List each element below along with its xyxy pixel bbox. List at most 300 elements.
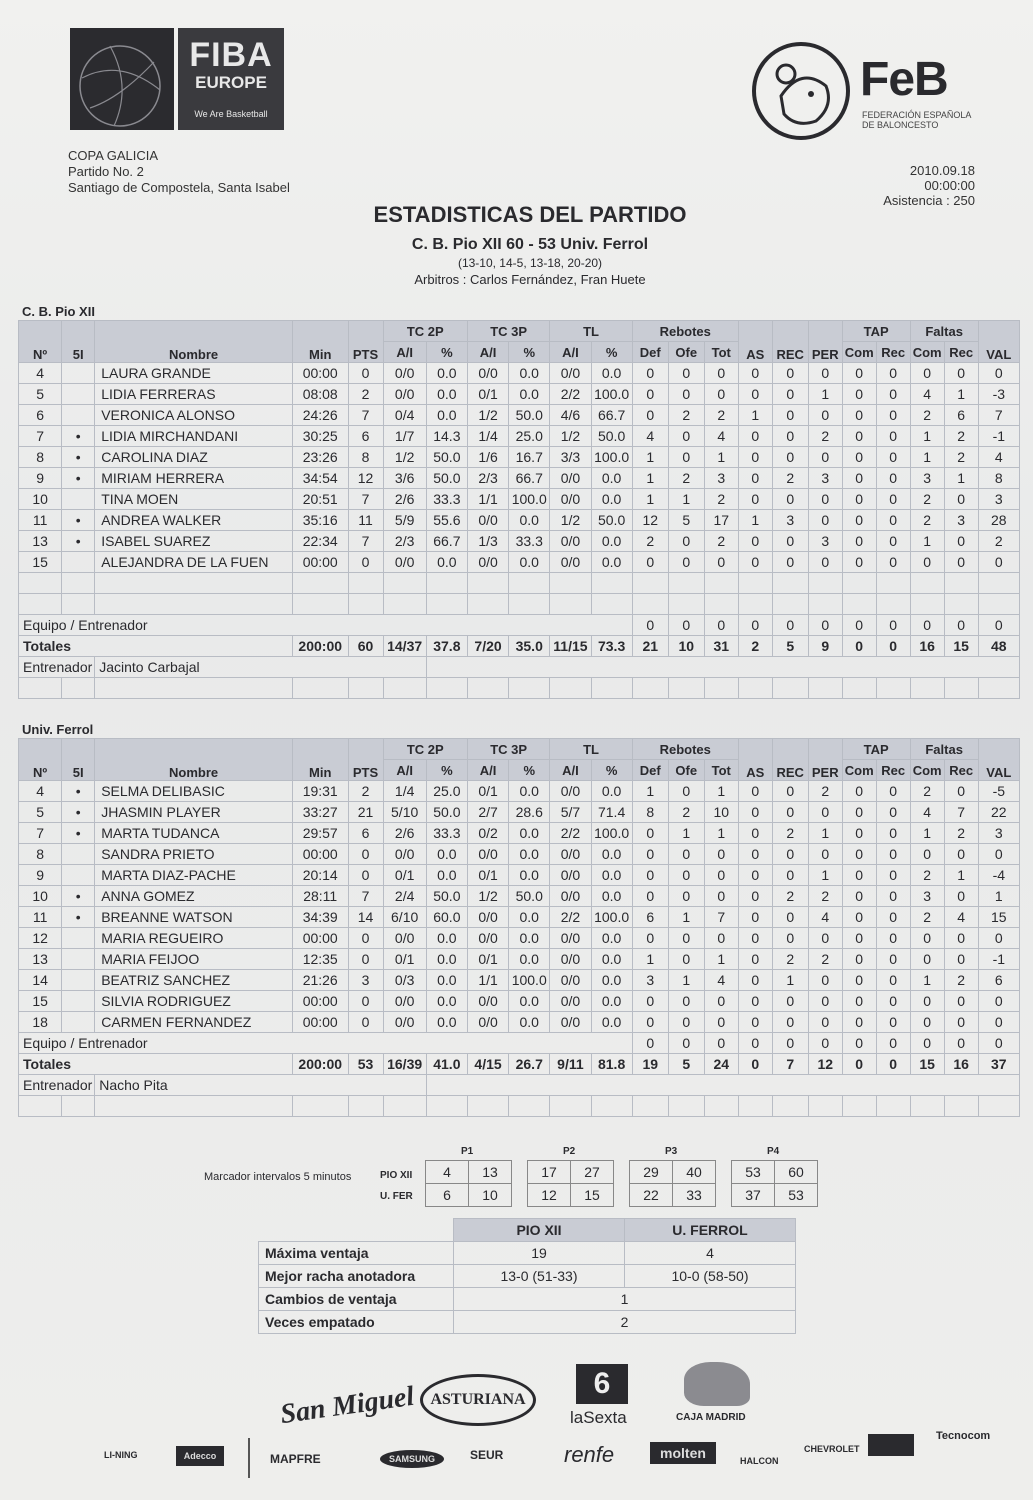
col-header-rec: REC <box>772 739 808 781</box>
col-subheader: % <box>591 760 632 781</box>
stat-cell: 0 <box>772 384 808 405</box>
col-subheader: Ofe <box>668 760 704 781</box>
stat-cell: 2 <box>910 865 944 886</box>
stat-cell: 1/2 <box>467 886 508 907</box>
stat-cell: 100.0 <box>509 489 550 510</box>
stat-cell: 2/2 <box>550 907 591 928</box>
stat-cell: 0/0 <box>383 363 426 384</box>
stat-cell: 6 <box>348 426 383 447</box>
stat-cell: 0 <box>704 991 738 1012</box>
stat-cell: 0 <box>876 907 910 928</box>
player-name: MARIA REGUEIRO <box>95 928 293 949</box>
empty-cell <box>383 573 426 594</box>
total-cell: 16/39 <box>383 1054 426 1075</box>
total-cell: 37.8 <box>426 636 467 657</box>
stat-cell: 0/2 <box>467 823 508 844</box>
stat-cell: • <box>62 426 95 447</box>
player-row <box>19 552 1020 573</box>
header-row <box>19 739 1020 760</box>
col-header-pts: PTS <box>348 321 383 363</box>
total-cell: 12 <box>808 1054 842 1075</box>
player-name: CAROLINA DIAZ <box>95 447 293 468</box>
stat-cell: 2 <box>704 531 738 552</box>
stat-cell: 0 <box>808 844 842 865</box>
stat-cell: 0 <box>944 886 978 907</box>
stat-cell: 1 <box>704 823 738 844</box>
stat-cell: 0 <box>772 531 808 552</box>
empty-cell <box>808 678 842 699</box>
stat-cell: 0/0 <box>550 949 591 970</box>
stat-cell: 4 <box>704 426 738 447</box>
stat-cell: 34:54 <box>292 468 348 489</box>
stat-cell: 3 <box>348 970 383 991</box>
empty-cell <box>550 573 591 594</box>
stat-cell: 5/7 <box>550 802 591 823</box>
stat-cell: 0/1 <box>383 949 426 970</box>
stat-cell: 11 <box>19 907 62 928</box>
intervals-team1: PIO XII <box>380 1170 413 1181</box>
col-header-val: VAL <box>978 321 1019 363</box>
col-header-rebotes: Rebotes <box>632 739 738 760</box>
stat-cell: 50.0 <box>509 886 550 907</box>
empty-cell <box>668 678 704 699</box>
stat-cell: 0 <box>876 823 910 844</box>
stat-cell: 12:35 <box>292 949 348 970</box>
stat-cell: 55.6 <box>426 510 467 531</box>
totals-label: Totales <box>19 1054 293 1075</box>
stat-cell: 0 <box>632 844 668 865</box>
col-header-min: Min <box>292 739 348 781</box>
stat-cell: 1 <box>632 468 668 489</box>
stat-cell: 4 <box>944 907 978 928</box>
stat-cell: 6/10 <box>383 907 426 928</box>
sponsor-san-miguel: San Miguel <box>278 1380 417 1431</box>
stat-cell: 10 <box>19 489 62 510</box>
player-name: JHASMIN PLAYER <box>95 802 293 823</box>
stat-cell: 0 <box>348 991 383 1012</box>
table-row <box>426 1184 512 1207</box>
stat-cell: 0/3 <box>383 970 426 991</box>
stat-cell: 6 <box>632 907 668 928</box>
stat-cell: 1 <box>632 447 668 468</box>
empty-cell <box>550 594 591 615</box>
stat-cell: 0 <box>910 1012 944 1033</box>
empty-cell <box>808 594 842 615</box>
stat-cell: 33.3 <box>509 531 550 552</box>
empty-cell <box>772 594 808 615</box>
col-subheader: A/I <box>383 342 426 363</box>
summary-label: Mejor racha anotadora <box>259 1265 454 1288</box>
stat-cell: 0 <box>808 447 842 468</box>
stat-cell: 0.0 <box>426 865 467 886</box>
stat-cell: 0.0 <box>509 928 550 949</box>
stat-cell: 0 <box>808 991 842 1012</box>
stat-cell: 0 <box>842 363 876 384</box>
empty-cell <box>910 678 944 699</box>
summary-label: Máxima ventaja <box>259 1242 454 1265</box>
stat-cell: 0 <box>876 949 910 970</box>
stat-cell: 3 <box>632 970 668 991</box>
stat-cell: 0 <box>842 510 876 531</box>
stat-cell <box>62 865 95 886</box>
stat-cell: 0/0 <box>550 552 591 573</box>
stat-cell: 33.3 <box>426 823 467 844</box>
col-header-pts: PTS <box>348 739 383 781</box>
stat-cell: 2 <box>910 489 944 510</box>
stat-cell: 0 <box>668 384 704 405</box>
stat-cell: 0 <box>842 447 876 468</box>
stat-cell: 0 <box>772 615 808 636</box>
col-header-tl: TL <box>550 739 632 760</box>
total-cell: 24 <box>704 1054 738 1075</box>
empty-cell <box>591 1096 632 1117</box>
stat-cell: 1 <box>738 510 772 531</box>
stat-cell: 4/6 <box>550 405 591 426</box>
stat-cell: 66.7 <box>509 468 550 489</box>
stat-cell: 14.3 <box>426 426 467 447</box>
col-subheader: Rec <box>944 760 978 781</box>
stat-cell: 0.0 <box>509 384 550 405</box>
player-name: TINA MOEN <box>95 489 293 510</box>
player-row <box>19 1012 1020 1033</box>
stat-cell: 0 <box>738 468 772 489</box>
stat-cell: 1 <box>668 489 704 510</box>
intervals-label: Marcador intervalos 5 minutos <box>204 1171 352 1183</box>
stat-cell: 0.0 <box>426 552 467 573</box>
interval-score: 27 <box>571 1161 614 1184</box>
player-name: MARTA TUDANCA <box>95 823 293 844</box>
empty-cell <box>95 594 293 615</box>
empty-cell <box>738 594 772 615</box>
stat-cell: 0 <box>808 552 842 573</box>
empty-cell <box>467 678 508 699</box>
total-cell: 60 <box>348 636 383 657</box>
stat-cell: 0.0 <box>509 363 550 384</box>
sponsor-halcon: HALCON <box>740 1456 779 1466</box>
stat-cell: 0 <box>842 426 876 447</box>
empty-cell <box>467 1096 508 1117</box>
stat-cell: 100.0 <box>591 447 632 468</box>
blank-row <box>19 573 1020 594</box>
total-cell: 14/37 <box>383 636 426 657</box>
stat-cell: 0 <box>978 552 1019 573</box>
lion-seal-icon <box>752 42 850 140</box>
stat-cell: 6 <box>348 823 383 844</box>
stat-cell: 0 <box>978 1012 1019 1033</box>
empty-cell <box>509 1096 550 1117</box>
empty-cell <box>772 678 808 699</box>
stat-cell: 28.6 <box>509 802 550 823</box>
stat-cell: 0 <box>876 531 910 552</box>
stat-cell: 0 <box>842 928 876 949</box>
col-header-per: PER <box>808 739 842 781</box>
col-subheader: % <box>426 342 467 363</box>
bear-icon <box>684 1362 750 1406</box>
stat-cell: 0/0 <box>550 970 591 991</box>
player-row <box>19 447 1020 468</box>
equipo-row <box>19 1033 1020 1054</box>
col-header-rec: REC <box>772 321 808 363</box>
stat-cell: 0.0 <box>509 510 550 531</box>
stat-cell: 50.0 <box>509 405 550 426</box>
empty-cell <box>19 678 62 699</box>
stat-cell: 2 <box>808 949 842 970</box>
total-cell: 0 <box>876 1054 910 1075</box>
stat-cell: 0 <box>808 615 842 636</box>
stat-cell: 0 <box>738 426 772 447</box>
stat-cell: 0 <box>704 384 738 405</box>
stat-cell <box>62 552 95 573</box>
stat-cell: -4 <box>978 865 1019 886</box>
stat-cell: 0 <box>738 865 772 886</box>
stat-cell: 2 <box>910 510 944 531</box>
stat-cell <box>62 949 95 970</box>
feb-sub-line2: DE BALONCESTO <box>862 120 939 130</box>
empty-cell <box>426 594 467 615</box>
attendance: Asistencia : 250 <box>883 193 975 208</box>
table-row <box>732 1161 818 1184</box>
empty-cell <box>509 594 550 615</box>
stat-cell: 0 <box>738 844 772 865</box>
stat-cell: 0 <box>842 1033 876 1054</box>
empty-cell <box>808 573 842 594</box>
col-header-name: Nombre <box>95 739 293 781</box>
stat-cell: 3/3 <box>550 447 591 468</box>
stat-cell <box>62 844 95 865</box>
stat-cell: 2 <box>668 468 704 489</box>
stat-cell: 0 <box>910 552 944 573</box>
empty-cell <box>509 573 550 594</box>
total-cell: 9 <box>808 636 842 657</box>
stat-cell: 0 <box>876 447 910 468</box>
stat-cell: 2/2 <box>550 823 591 844</box>
stat-cell: 0 <box>842 615 876 636</box>
table-row <box>732 1184 818 1207</box>
player-row <box>19 531 1020 552</box>
stat-cell: 0 <box>704 363 738 384</box>
stat-cell: 11 <box>348 510 383 531</box>
stat-cell <box>62 970 95 991</box>
total-cell: 31 <box>704 636 738 657</box>
stat-cell: 0 <box>348 949 383 970</box>
stat-cell: 1 <box>944 384 978 405</box>
stat-cell: 0.0 <box>509 949 550 970</box>
total-cell: 81.8 <box>591 1054 632 1075</box>
player-row <box>19 970 1020 991</box>
stat-cell: 0/0 <box>467 991 508 1012</box>
stat-cell: 66.7 <box>426 531 467 552</box>
interval-score: 12 <box>528 1184 571 1207</box>
stat-cell: 0.0 <box>426 1012 467 1033</box>
stat-cell: 0 <box>668 1033 704 1054</box>
stat-cell: 0 <box>632 405 668 426</box>
table-row <box>630 1184 716 1207</box>
stat-cell: 0/1 <box>383 865 426 886</box>
player-name: SILVIA RODRIGUEZ <box>95 991 293 1012</box>
stat-cell: 0 <box>808 928 842 949</box>
match-info <box>68 148 290 196</box>
total-cell: 200:00 <box>292 1054 348 1075</box>
stat-cell: 1 <box>808 823 842 844</box>
summary-row <box>259 1265 796 1288</box>
stat-cell: -1 <box>978 949 1019 970</box>
feb-subtitle <box>862 110 971 130</box>
empty-cell <box>292 1096 348 1117</box>
sponsor-molten: molten <box>650 1442 716 1464</box>
stat-cell: 10 <box>704 802 738 823</box>
stat-cell: 0 <box>876 363 910 384</box>
player-row <box>19 510 1020 531</box>
stat-cell: 0 <box>668 447 704 468</box>
stat-cell: 0/1 <box>467 949 508 970</box>
stat-cell: 0 <box>738 928 772 949</box>
header-row <box>259 1219 796 1242</box>
stat-cell: 0 <box>876 844 910 865</box>
stat-cell: 10 <box>19 886 62 907</box>
stat-cell: 0 <box>944 363 978 384</box>
col-header-val: VAL <box>978 739 1019 781</box>
blank-row <box>19 594 1020 615</box>
stat-cell: 2/3 <box>467 468 508 489</box>
stat-cell: 0 <box>772 802 808 823</box>
stat-cell: 2/2 <box>550 384 591 405</box>
empty-cell <box>876 573 910 594</box>
stat-cell <box>62 991 95 1012</box>
stat-cell: 0 <box>772 426 808 447</box>
empty-cell <box>978 678 1019 699</box>
stat-cell: 0 <box>876 384 910 405</box>
total-cell: 2 <box>738 636 772 657</box>
stat-cell <box>62 405 95 426</box>
stat-cell: 0/0 <box>383 552 426 573</box>
stat-cell: 0.0 <box>591 363 632 384</box>
stat-cell: 50.0 <box>426 802 467 823</box>
stat-cell: 0 <box>704 886 738 907</box>
player-row <box>19 468 1020 489</box>
empty-cell <box>19 594 62 615</box>
sponsor-divider <box>248 1438 250 1478</box>
stat-cell: 0 <box>876 886 910 907</box>
stat-cell: 19:31 <box>292 781 348 802</box>
stat-cell: 0 <box>738 907 772 928</box>
stat-cell: 17 <box>704 510 738 531</box>
stat-cell: 1 <box>668 823 704 844</box>
stat-cell: 1 <box>978 886 1019 907</box>
stat-cell: 2 <box>704 489 738 510</box>
stat-cell: 7 <box>348 531 383 552</box>
stat-cell: 0 <box>348 865 383 886</box>
total-cell: 10 <box>668 636 704 657</box>
stat-cell: 20:14 <box>292 865 348 886</box>
col-header-no: Nº <box>19 321 62 363</box>
empty-cell <box>383 1096 426 1117</box>
stat-cell: 0/0 <box>383 844 426 865</box>
stat-cell: 1 <box>668 970 704 991</box>
stat-cell: 0/1 <box>467 781 508 802</box>
stat-cell: 22:34 <box>292 531 348 552</box>
stat-cell: 0.0 <box>426 928 467 949</box>
stat-cell: 3 <box>808 468 842 489</box>
stat-cell: 0 <box>876 552 910 573</box>
stat-cell: 7 <box>348 405 383 426</box>
stat-cell: 1/2 <box>467 405 508 426</box>
sponsor-chevrolet: CHEVROLET <box>804 1444 860 1454</box>
empty-cell <box>668 1096 704 1117</box>
blank-row <box>19 1096 1020 1117</box>
stat-cell: 0 <box>704 928 738 949</box>
stat-cell: 1 <box>704 447 738 468</box>
stat-cell: 0/0 <box>383 991 426 1012</box>
stat-cell: 13 <box>19 531 62 552</box>
stat-cell: 15 <box>19 991 62 1012</box>
stat-cell: 18 <box>19 1012 62 1033</box>
stat-cell: 2 <box>772 886 808 907</box>
stat-cell: 1 <box>772 970 808 991</box>
table-row <box>630 1161 716 1184</box>
stat-cell: 0 <box>842 844 876 865</box>
player-name: MARIA FEIJOO <box>95 949 293 970</box>
sponsor-tecnocom: Tecnocom <box>936 1430 991 1442</box>
stat-cell: 22 <box>978 802 1019 823</box>
stat-cell: 1 <box>910 823 944 844</box>
stat-cell: 7 <box>348 489 383 510</box>
stat-cell: 0 <box>668 363 704 384</box>
stat-cell: 15 <box>19 552 62 573</box>
stat-cell: 2/3 <box>383 531 426 552</box>
summary-value: 13-0 (51-33) <box>454 1265 625 1288</box>
interval-score: 13 <box>469 1161 512 1184</box>
stat-cell: 0 <box>944 844 978 865</box>
stat-cell: 0 <box>632 886 668 907</box>
col-header-tc2: TC 2P <box>383 321 467 342</box>
match-date: 2010.09.18 <box>909 163 975 178</box>
col-subheader: A/I <box>383 760 426 781</box>
stat-cell: 2 <box>944 447 978 468</box>
stat-cell: 0 <box>772 405 808 426</box>
stat-cell <box>62 928 95 949</box>
stat-cell: 0/0 <box>550 865 591 886</box>
europe-word: EUROPE <box>195 73 267 92</box>
stat-cell: 0 <box>842 907 876 928</box>
stat-cell: 2 <box>808 781 842 802</box>
stat-cell: 33.3 <box>426 489 467 510</box>
stat-cell: 2 <box>668 802 704 823</box>
coach-row <box>19 1075 1020 1096</box>
stat-cell <box>62 489 95 510</box>
stat-cell: 0 <box>668 615 704 636</box>
stat-cell: 0 <box>738 615 772 636</box>
stat-cell: 2 <box>632 531 668 552</box>
stat-cell: 2/6 <box>383 823 426 844</box>
stat-cell: 4 <box>910 802 944 823</box>
empty-cell <box>348 573 383 594</box>
stat-cell: 1/1 <box>467 489 508 510</box>
team2-label: Univ. Ferrol <box>22 722 94 737</box>
empty-cell <box>348 1096 383 1117</box>
stat-cell: 0 <box>668 1012 704 1033</box>
stat-cell: 0 <box>632 363 668 384</box>
stat-cell: 0 <box>842 468 876 489</box>
empty-cell <box>95 573 293 594</box>
stat-cell: 0 <box>876 615 910 636</box>
summary-col-ferrol: U. FERROL <box>625 1219 796 1242</box>
empty-cell <box>632 594 668 615</box>
stat-cell: 0 <box>842 823 876 844</box>
player-name: BEATRIZ SANCHEZ <box>95 970 293 991</box>
stat-cell: • <box>62 907 95 928</box>
col-header-faltas: Faltas <box>910 321 978 342</box>
stat-cell: 0 <box>978 991 1019 1012</box>
